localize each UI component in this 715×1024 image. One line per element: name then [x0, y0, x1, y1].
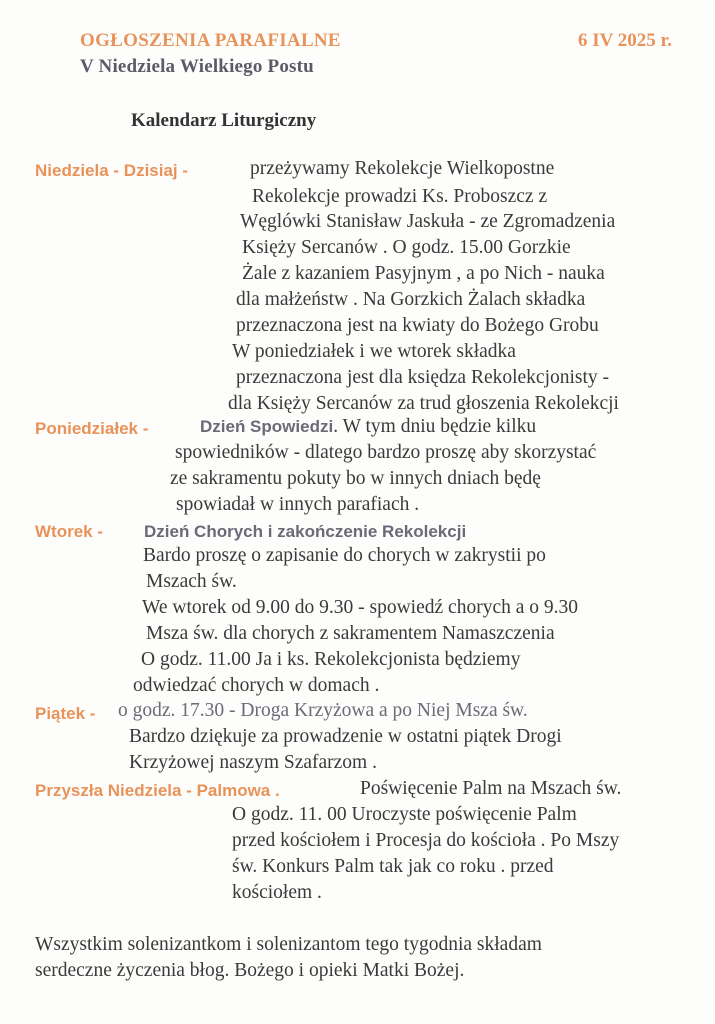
page-title: OGŁOSZENIA PARAFIALNE [80, 30, 341, 51]
text-line: Węglówki Stanisław Jaskuła - ze Zgromadzenia [240, 211, 616, 232]
text-line: Bardzo dziękuje za prowadzenie w ostatni piątek Drogi [129, 726, 562, 747]
poniedzialek-first-line [200, 416, 536, 438]
text-line: We wtorek od 9.00 do 9.30 - spowiedź chorych a o 9.30 [142, 597, 578, 618]
text-line: dla Księży Sercanów za trud głoszenia Rekolekcji [228, 393, 619, 414]
date: 6 IV 2025 r. [578, 30, 672, 51]
text-line: Msza św. dla chorych z sakramentem Namaszczenia [146, 623, 555, 644]
text-line: odwiedzać chorych w domach . [133, 675, 380, 696]
highlight-dzien-spowiedzi: Dzień Spowiedzi [200, 417, 334, 436]
text-line: Rekolekcje prowadzi Ks. Proboszcz z [252, 186, 548, 207]
text-line: . W tym dniu będzie kilku [333, 416, 537, 437]
calendar-title: Kalendarz Liturgiczny [131, 110, 317, 131]
label-przyszla-niedziela: Przyszła Niedziela - Palmowa . [35, 781, 280, 800]
text-line: spowiadał w innych parafiach . [176, 494, 420, 515]
text-line: O godz. 11.00 Ja i ks. Rekolekcjonista będziemy [141, 649, 521, 670]
text-line: przeznaczona jest dla księdza Rekolekcjonisty - [236, 367, 610, 388]
text-line: przed kościołem i Procesja do kościoła . Po Mszy [232, 830, 620, 851]
text-line: O godz. 11. 00 Uroczyste poświęcenie Palm [232, 804, 577, 825]
text-line: Krzyżowej naszym Szafarzom . [129, 752, 377, 773]
text-line: W poniedziałek i we wtorek składka [232, 341, 516, 362]
text-line: Mszach św. [146, 571, 237, 592]
highlight-dzien-chorych: Dzień Chorych i zakończenie Rekolekcji [144, 522, 467, 541]
text-line: św. Konkurs Palm tak jak co roku . przed [232, 856, 554, 877]
text-line: Bardo proszę o zapisanie do chorych w zakrystii po [143, 545, 546, 566]
text-line: Księży Sercanów . O godz. 15.00 Gorzkie [242, 237, 571, 258]
label-piatek: Piątek - [35, 704, 96, 723]
text-line: przeznaczona jest na kwiaty do Bożego Grobu [236, 315, 599, 336]
text-line: przeżywamy Rekolekcje Wielkopostne [250, 158, 555, 179]
subtitle: V Niedziela Wielkiego Postu [80, 56, 314, 77]
text-line: spowiedników - dlatego bardzo proszę aby skorzystać [175, 442, 597, 463]
text-line: ze sakramentu pokuty bo w innych dniach będę [170, 468, 541, 489]
highlight-droga-krzyzowa: o godz. 17.30 - Droga Krzyżowa a po Niej Msza św. [118, 700, 528, 721]
closing-line: Wszystkim solenizantkom i solenizantom tego tygodnia składam [35, 934, 542, 955]
text-line: Poświęcenie Palm na Mszach św. [360, 778, 622, 799]
label-niedziela: Niedziela - Dzisiaj - [35, 161, 189, 180]
closing-line: serdeczne życzenia błog. Bożego i opieki Matki Bożej. [35, 960, 465, 981]
text-line: Żale z kazaniem Pasyjnym , a po Nich - nauka [242, 263, 605, 284]
text-line: dla małżeństw . Na Gorzkich Żalach składka [236, 289, 586, 310]
label-wtorek: Wtorek - [35, 522, 103, 541]
text-line: kościołem . [232, 882, 322, 903]
label-poniedzialek: Poniedziałek - [35, 419, 149, 438]
